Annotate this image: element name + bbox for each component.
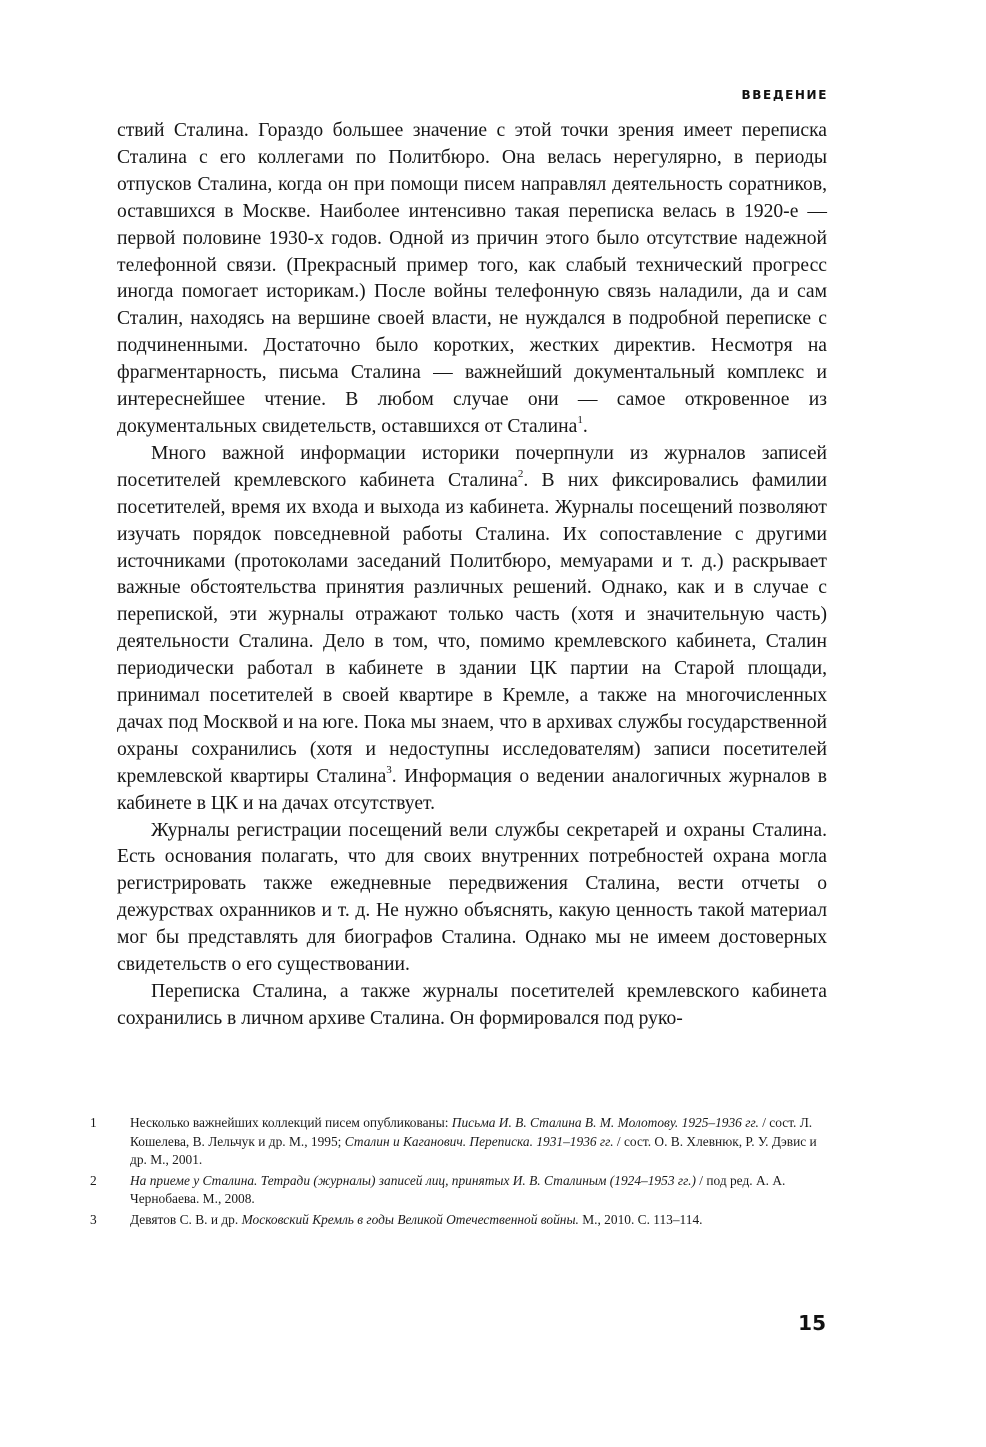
running-head: ВВЕДЕНИЕ: [741, 88, 828, 102]
footnote-number: 2: [90, 1172, 97, 1188]
footnote-ref: 2: [517, 468, 524, 481]
italic-title: Письма И. В. Сталина В. М. Молотову. 1925–1936 гг.: [451, 1115, 759, 1130]
text-run: . Информация о ведении аналогичных журналов в кабинете в ЦК и на дачах отсутствует.: [117, 765, 828, 814]
text-run: Журналы регистрации посещений вели службы секретарей и охраны Сталина. Есть основания полагать, что для своих внутренних потребностей охрана могла регистрировать также ежедневные передвижения Сталина, вести отчеты о дежурствах охранников и т. д. Не нужно объяснять, какую ценность такой материал мог бы представлять для биографов Сталина. Однако мы не имеем достоверных свидетельств о его существовании.: [117, 819, 827, 976]
text-run: Много важной информации историки почерпнули из журналов записей посетителей кремлевского кабинета Сталина: [117, 442, 827, 491]
footnote-text: [130, 1211, 827, 1230]
text-run: Несколько важнейших коллекций писем опубликованы:: [130, 1115, 452, 1130]
paragraph: [117, 441, 827, 818]
footnote: [90, 1211, 827, 1230]
body-text: [117, 118, 827, 1033]
text-run: / сост. О. В. Хлевнюк, Р. У. Дэвис и др. М., 2001.: [130, 1133, 817, 1168]
paragraph: [117, 818, 827, 979]
italic-title: Московский Кремль в годы Великой Отечественной войны.: [241, 1211, 579, 1227]
text-run: Переписка Сталина, а также журналы посетителей кремлевского кабинета сохранились в личном архиве Сталина. Он формировался под руко-: [117, 981, 827, 1029]
text-run: М., 2010. С. 113–114.: [578, 1211, 703, 1227]
footnote-text: [130, 1114, 827, 1170]
footnote-text: [130, 1172, 827, 1209]
text-run: .: [582, 415, 588, 437]
footnote: [90, 1114, 827, 1170]
italic-title: На приеме у Сталина. Тетради (журналы) записей лиц, принятых И. В. Сталиным (1924–1953 гг.): [130, 1172, 696, 1188]
footnote-number: 3: [90, 1211, 97, 1227]
text-run: . В них фиксировались фамилии посетителей, время их входа и выхода из кабинета. Журналы посещений позволяют изучать порядок повседневной работы Сталина. Их сопоставление с другими источниками (протоколами заседаний Политбюро, мемуарами и т. д.) раскрывает важные обстоятельства принятия различных решений. Однако, как и в случае с перепиской, эти журналы отражают только часть (хотя и значительную часть) деятельности Сталина. Дело в том, что, помимо кремлевского кабинета, Сталин периодически работал в кабинете в здании ЦК партии на Старой площади, принимал посетителей в своей квартире в Кремле, а также на многочисленных дачах под Москвой и на юге. Пока мы знаем, что в архивах службы государственной охраны сохранились (хотя и недоступны исследователям) записи посетителей кремлевской квартиры Сталина: [117, 469, 827, 787]
text-run: Девятов С. В. и др.: [130, 1211, 242, 1227]
italic-title: Сталин и Каганович. Переписка. 1931–1936 гг.: [344, 1133, 614, 1149]
footnote: [90, 1172, 827, 1209]
page-number: 15: [798, 1311, 826, 1335]
text-run: / сост. Л. Кошелева, В. Лельчук и др. М., 1995;: [130, 1115, 813, 1149]
footnote-ref: 1: [577, 414, 583, 427]
text-run: / под ред. А. А. Чернобаева. М., 2008.: [130, 1172, 786, 1207]
paragraph: [117, 118, 827, 441]
footnotes: [90, 1114, 827, 1232]
footnote-ref: 3: [386, 764, 392, 777]
paragraph: [117, 979, 827, 1033]
text-run: ствий Сталина. Гораздо большее значение с этой точки зрения имеет переписка Сталина с его коллегами по Политбюро. Она велась нерегулярно, в периоды отпусков Сталина, когда он при помощи писем направлял деятельность соратников, оставшихся в Москве. Наиболее интенсивно такая переписка велась в 1920-е — первой половине 1930-х годов. Одной из причин этого было отсутствие надежной телефонной связи. (Прекрасный пример того, как слабый технический прогресс иногда помогает историкам.) После войны телефонную связь наладили, да и сам Сталин, находясь на вершине своей власти, не нуждался в подробной переписке с подчиненными. Достаточно было коротких, жестких директив. Несмотря на фрагментарность, письма Сталина — важнейший документальный комплекс и интереснейшее чтение. В любом случае они — самое откровенное из документальных свидетельств, оставшихся от Сталина: [117, 120, 827, 437]
footnote-number: 1: [90, 1115, 97, 1130]
